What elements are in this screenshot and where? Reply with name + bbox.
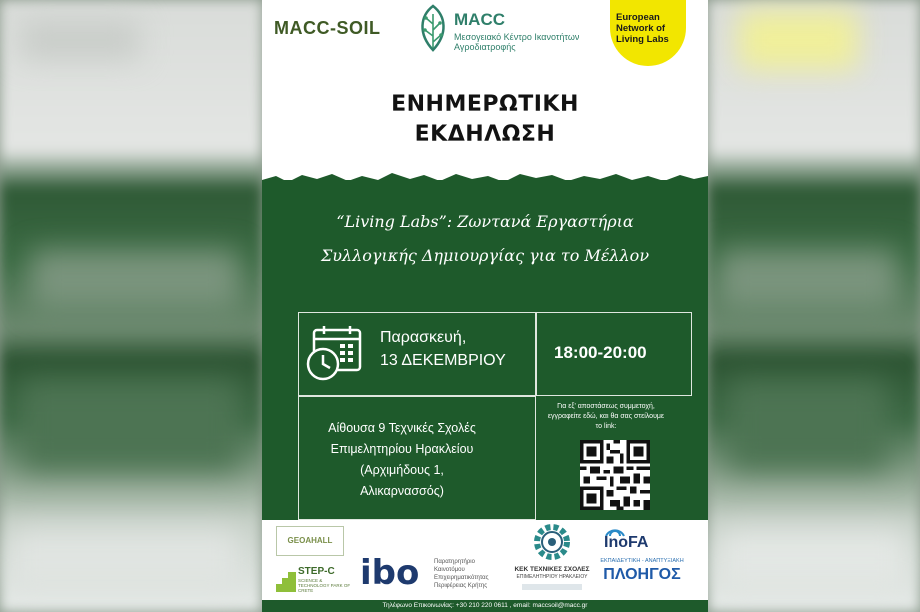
step-c-logo — [276, 566, 356, 596]
macc-logo-subtitle: Μεσογειακό Κέντρο Ικανοτήτων Αγροδιατροφής — [454, 32, 580, 52]
macc-soil-logo-text: MACC-SOIL — [274, 18, 381, 38]
background-blur-left — [0, 0, 262, 612]
event-venue — [302, 418, 502, 502]
inofa-name: InoFA — [604, 534, 649, 551]
enll-logo-text: European Network of Living Labs — [616, 12, 669, 45]
header-logos — [262, 0, 708, 70]
inofa-logo — [604, 524, 684, 554]
event-date-value: 13 ΔΕΚΕΜΒΡΙΟΥ — [380, 352, 506, 369]
venue-line: Επιμελητηρίου Ηρακλείου — [330, 442, 474, 456]
step-c-subtitle: SCIENCE & TECHNOLOGY PARK OF CRETE — [298, 578, 351, 593]
ibo-subtitle: Παρατηρητήριο Καινοτόμου Επιχειρηματικότητας Περιφέρειας Κρήτης — [434, 559, 489, 589]
geoahall-logo: GEOAHALL — [276, 526, 344, 556]
registration-qr-code[interactable] — [580, 440, 650, 510]
kek-name: ΚΕΚ ΤΕΧΝΙΚΕΣ ΣΧΟΛΕΣ — [514, 566, 590, 573]
venue-line: (Αρχιμήδους 1, — [360, 463, 444, 477]
kek-bar — [522, 584, 582, 590]
background-blur-right — [708, 0, 920, 612]
enll-logo — [610, 0, 686, 66]
event-time: 18:00-20:00 — [554, 343, 647, 362]
ploigos-name: ΠΛΟΗΓΟΣ — [603, 566, 681, 583]
event-date — [380, 326, 506, 372]
macc-logo-name: MACC — [454, 10, 505, 29]
macc-soil-logo — [274, 18, 381, 39]
title-line-1: ΕΝΗΜΕΡΩΤΙΚΗ — [391, 92, 579, 117]
venue-line: Αίθουσα 9 Τεχνικές Σχολές — [328, 421, 476, 435]
subtitle-line-2: Συλλογικής Δημιουργίας για το Μέλλον — [320, 246, 650, 265]
venue-line: Αλικαρνασσός) — [360, 484, 444, 498]
title-line-2: ΕΚΔΗΛΩΣΗ — [414, 122, 556, 147]
step-c-name: STEP-C — [298, 566, 335, 577]
calendar-clock-icon — [306, 324, 366, 382]
ploigos-subtitle: ΕΚΠΑΙΔΕΥΤΙΚΗ - ΑΝΑΠΤΥΞΙΑΚΗ — [600, 558, 684, 564]
event-day: Παρασκευή, — [380, 329, 467, 346]
step-c-mark-icon — [276, 568, 296, 592]
remote-participation-note: Για εξ' αποστάσεως συμμετοχή, εγγραφείτε εδώ, και θα σας στείλουμε το link: — [547, 403, 665, 430]
kek-subtitle: ΕΠΙΜΕΛΗΤΗΡΙΟΥ ΗΡΑΚΛΕΙΟΥ — [516, 574, 588, 580]
kek-logo — [512, 522, 592, 598]
event-poster — [262, 0, 708, 612]
subtitle-line-1: “Living Labs”: Ζωντανά Εργαστήρια — [336, 212, 634, 231]
contact-bar — [262, 600, 708, 612]
contact-text: Τηλέφωνο Επικοινωνίας: +30 210 220 0611 , email: maccsoil@macc.gr — [382, 602, 588, 609]
partner-logos — [262, 520, 708, 600]
ibo-logo: ibo — [360, 553, 420, 593]
macc-logo — [416, 4, 586, 56]
kek-gear-icon — [532, 522, 572, 562]
macc-leaf-icon — [416, 4, 450, 52]
